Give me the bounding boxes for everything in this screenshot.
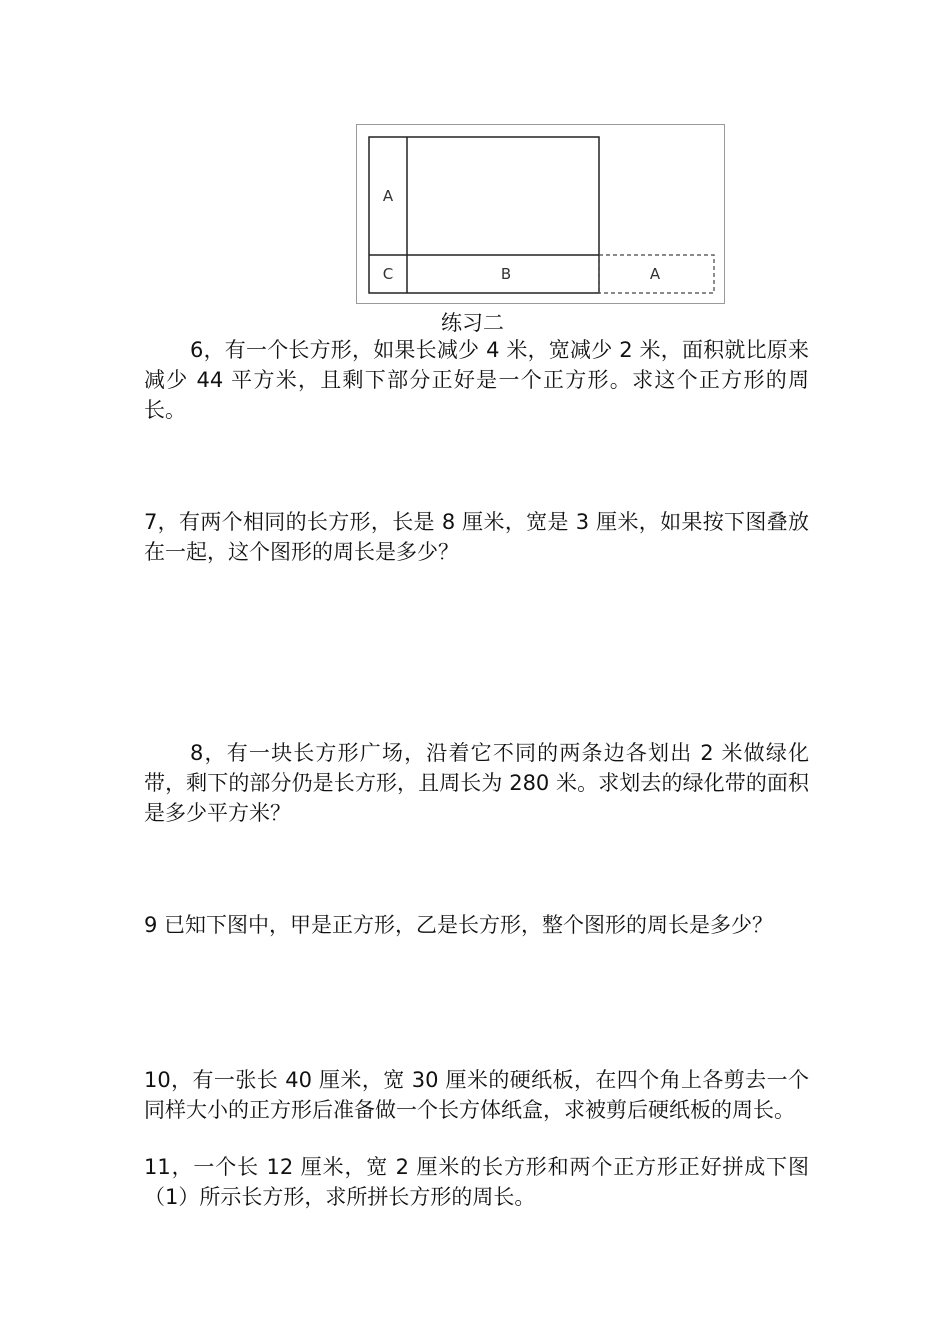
rectangle-diagram-svg [357,125,726,305]
question-11: 11，一个长 12 厘米，宽 2 厘米的长方形和两个正方形正好拼成下图（1）所示长方形，求所拼长方形的周长。 [144,1155,809,1209]
label-c: C [382,265,394,283]
label-a-right: A [649,265,661,283]
section-title: 练习二 [441,311,504,335]
question-10: 10，有一张长 40 厘米，宽 30 厘米的硬纸板，在四个角上各剪去一个同样大小的正方形后准备做一个长方体纸盒，求被剪后硬纸板的周长。 [144,1068,809,1122]
question-9: 9 已知下图中，甲是正方形，乙是长方形，整个图形的周长是多少？ [144,913,774,937]
label-a-left: A [382,187,394,205]
question-7: 7，有两个相同的长方形，长是 8 厘米，宽是 3 厘米，如果按下图叠放在一起，这个图形的周长是多少？ [144,510,809,564]
rectangle-diagram [356,124,725,304]
outer-rectangle [369,137,599,293]
question-8: 8，有一块长方形广场，沿着它不同的两条边各划出 2 米做绿化带，剩下的部分仍是长方形，且周长为 280 米。求划去的绿化带的面积是多少平方米？ [144,741,809,825]
label-b: B [500,265,512,283]
question-6: 6，有一个长方形，如果长减少 4 米，宽减少 2 米，面积就比原来减少 44 平方米，且剩下部分正好是一个正方形。求这个正方形的周长。 [144,338,809,422]
